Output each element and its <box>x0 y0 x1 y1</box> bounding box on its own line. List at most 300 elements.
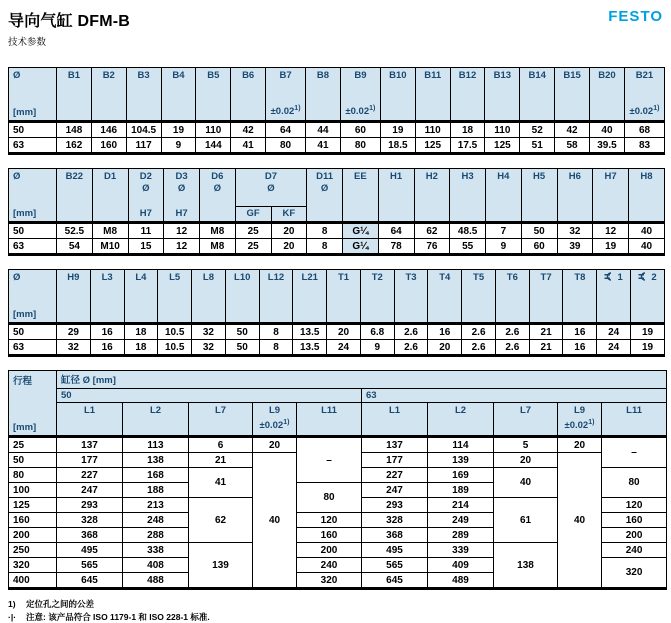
table-cell: 227 <box>362 468 428 483</box>
column-header: L1 <box>57 402 123 436</box>
table-cell: 338 <box>123 543 189 558</box>
stroke-label: 200 <box>9 528 57 543</box>
table-cell: 40 <box>253 453 297 589</box>
table-cell: 120 <box>297 513 362 528</box>
port-variant-label: GF <box>246 208 260 219</box>
column-header: D1 <box>92 169 128 223</box>
table-cell: 19 <box>631 324 665 340</box>
tolerance-label: $\pm 0.02^{1)}$ <box>629 105 660 118</box>
table-cell: 8 <box>259 340 293 356</box>
stroke-label: 125 <box>9 498 57 513</box>
table-cell: 213 <box>123 498 189 513</box>
column-header: B14 <box>520 68 555 122</box>
stroke-label: 320 <box>9 558 57 573</box>
footnote-ref: 1) <box>294 105 301 113</box>
table-cell: 13.5 <box>293 340 327 356</box>
table-cell: 55 <box>450 239 486 255</box>
table-row <box>9 223 665 239</box>
unit-label: [mm] <box>13 422 37 433</box>
table-cell: 138 <box>494 543 558 589</box>
footnote-2-text: 注意: 该产品符合 ISO 1179-1 和 ISO 228-1 标准. <box>26 612 210 623</box>
bore-label: 63 <box>9 340 57 356</box>
corner-header <box>9 371 57 437</box>
table-cell: 54 <box>57 239 93 255</box>
wrench-icon <box>638 272 651 281</box>
table-cell: 104.5 <box>126 122 161 138</box>
bore-size-header: 50 <box>57 388 362 402</box>
table-cell: 8 <box>307 223 343 239</box>
table-cell: 83 <box>625 138 665 154</box>
table-cell: 61 <box>494 498 558 543</box>
column-header: L3 <box>90 270 124 324</box>
column-header: L8 <box>192 270 226 324</box>
table-header-row <box>9 402 667 436</box>
table-cell: 48.5 <box>450 223 486 239</box>
table-cell: 20 <box>271 239 307 255</box>
table-cell: 177 <box>57 453 123 468</box>
table-cell: 110 <box>196 122 231 138</box>
table-cell: 19 <box>593 239 629 255</box>
table-header-row <box>9 388 667 402</box>
table-cell: 125 <box>485 138 520 154</box>
bore-label: 63 <box>9 239 57 255</box>
table-row <box>9 324 665 340</box>
table-cell: 24 <box>597 340 631 356</box>
table-cell: 40 <box>558 453 602 589</box>
table-cell: 80 <box>297 483 362 513</box>
table-cell: 32 <box>557 223 593 239</box>
table-row <box>9 437 667 453</box>
diameter-symbol: Ø <box>267 183 275 195</box>
table-cell: 24 <box>327 340 361 356</box>
table-cell: 162 <box>57 138 92 154</box>
footnote-ref: 1) <box>653 105 660 113</box>
table-cell: 293 <box>362 498 428 513</box>
table-cell: 58 <box>555 138 590 154</box>
table-cell: 52.5 <box>57 223 93 239</box>
table-cell: 18 <box>124 324 158 340</box>
table-cell: 188 <box>123 483 189 498</box>
table-cell: 52 <box>520 122 555 138</box>
table-cell: 9 <box>486 239 522 255</box>
table-cell: 39.5 <box>589 138 624 154</box>
stroke-label: 25 <box>9 437 57 453</box>
table-cell: 9 <box>161 138 196 154</box>
column-header: L4 <box>124 270 158 324</box>
table-cell: 41 <box>306 138 341 154</box>
table-cell: 320 <box>297 573 362 589</box>
table-header-row <box>9 270 665 324</box>
tolerance-label: $\pm 0.02^{1)}$ <box>345 105 376 118</box>
table-cell: 117 <box>126 138 161 154</box>
table-row <box>9 239 665 255</box>
table-cell: 10.5 <box>158 324 192 340</box>
footnote-ref: 1) <box>588 419 595 427</box>
column-header: B3 <box>126 68 161 122</box>
table-header-row <box>9 169 665 223</box>
product-name-cn: 导向气缸 <box>8 13 73 30</box>
diameter-symbol: Ø <box>213 183 222 195</box>
tolerance-label: $\pm 0.02^{1)}$ <box>259 419 290 432</box>
footnote-ref: 1) <box>283 419 290 427</box>
table-cell: 2.6 <box>394 324 428 340</box>
column-header: D7 Ø GF KF <box>235 169 307 223</box>
table-cell: 21 <box>189 453 253 468</box>
table-cell: 41 <box>231 138 266 154</box>
corner-header <box>9 270 57 324</box>
table-cell: 7 <box>486 223 522 239</box>
column-header: B20 <box>589 68 624 122</box>
corner-header <box>9 68 57 122</box>
fit-class-label: H7 <box>175 207 188 219</box>
table-cell: 32 <box>57 340 91 356</box>
table-cell: G¼ <box>343 223 379 239</box>
table-cell: 368 <box>362 528 428 543</box>
table-cell: 189 <box>428 483 494 498</box>
table-cell: 565 <box>362 558 428 573</box>
page-header <box>8 8 665 48</box>
column-header: T3 <box>394 270 428 324</box>
table-cell: 6 <box>189 437 253 453</box>
footnotes <box>8 599 665 623</box>
column-header: T6 <box>495 270 529 324</box>
table-cell: 20 <box>494 453 558 468</box>
corner-header <box>9 169 57 223</box>
unit-symbol: Ø <box>13 272 21 283</box>
table-cell: 16 <box>563 340 597 356</box>
table-cell: 144 <box>196 138 231 154</box>
table-cell: 247 <box>57 483 123 498</box>
wrench-icon <box>604 272 617 281</box>
table-cell: 495 <box>362 543 428 558</box>
table-cell: 110 <box>485 122 520 138</box>
column-header: L5 <box>158 270 192 324</box>
table-cell: 16 <box>90 340 124 356</box>
table-cell: 2.6 <box>394 340 428 356</box>
page-subtitle: 技术参数 <box>8 37 47 48</box>
diameter-symbol: Ø <box>320 183 329 195</box>
table-cell: 289 <box>428 528 494 543</box>
column-header: B13 <box>485 68 520 122</box>
column-header: B22 <box>57 169 93 223</box>
table-cell: 200 <box>297 543 362 558</box>
table-cell: 10.5 <box>158 340 192 356</box>
stroke-label: 160 <box>9 513 57 528</box>
table-cell: 41 <box>189 468 253 498</box>
footnote-1-marker: 1) <box>8 599 16 609</box>
table-cell: G¼ <box>343 239 379 255</box>
table-cell: 495 <box>57 543 123 558</box>
table-cell: 18 <box>450 122 485 138</box>
table-cell: 160 <box>91 138 126 154</box>
page-title <box>8 8 130 31</box>
unit-label: [mm] <box>13 309 37 320</box>
table-cell: 12 <box>164 239 200 255</box>
table-cell: 15 <box>128 239 164 255</box>
column-header: H4 <box>486 169 522 223</box>
table-cell: 2.6 <box>495 340 529 356</box>
dimensions-table-b <box>8 67 665 155</box>
table-cell: 64 <box>378 223 414 239</box>
unit-symbol: 行程 <box>13 376 33 387</box>
table-cell: 78 <box>378 239 414 255</box>
table-cell: 19 <box>380 122 415 138</box>
column-header: H3 <box>450 169 486 223</box>
table-cell: 13.5 <box>293 324 327 340</box>
footnote-1-text: 定位孔之间的公差 <box>26 599 95 609</box>
table-cell: 113 <box>123 437 189 453</box>
table-cell: 160 <box>602 513 667 528</box>
column-header: D11 Ø <box>307 169 343 223</box>
column-header: L9 $\pm 0.02^{1)}$ <box>558 402 602 436</box>
column-header: H2 <box>414 169 450 223</box>
table-cell: 32 <box>192 324 226 340</box>
table-cell: 137 <box>362 437 428 453</box>
table-cell: 16 <box>428 324 462 340</box>
column-header: B4 <box>161 68 196 122</box>
table-cell: 2.6 <box>462 324 496 340</box>
column-header: B12 <box>450 68 485 122</box>
table-cell: 16 <box>563 324 597 340</box>
table-cell: 20 <box>327 324 361 340</box>
note-icon: ·|· <box>8 612 17 623</box>
table-cell: 44 <box>306 122 341 138</box>
column-header: T4 <box>428 270 462 324</box>
column-header: T2 <box>360 270 394 324</box>
table-cell: 139 <box>189 543 253 589</box>
table-cell: 489 <box>428 573 494 589</box>
table-cell: 20 <box>558 437 602 453</box>
table-cell: 29 <box>57 324 91 340</box>
table-cell: 6.8 <box>360 324 394 340</box>
table-cell: 138 <box>123 453 189 468</box>
table-cell: 40 <box>494 468 558 498</box>
table-cell: 148 <box>57 122 92 138</box>
column-header: H6 <box>557 169 593 223</box>
bore-label: 50 <box>9 122 57 138</box>
diameter-symbol: Ø <box>142 183 150 195</box>
column-header: B8 <box>306 68 341 122</box>
table-cell: 137 <box>57 437 123 453</box>
stroke-label: 400 <box>9 573 57 589</box>
table-cell: 409 <box>428 558 494 573</box>
table-cell: 9 <box>360 340 394 356</box>
table-cell: – <box>297 437 362 483</box>
dimensions-table-d-h <box>8 168 665 256</box>
product-model: DFM-B <box>77 13 131 30</box>
table-cell: 32 <box>192 340 226 356</box>
unit-label: [mm] <box>13 107 37 118</box>
table-cell: 249 <box>428 513 494 528</box>
table-cell: 50 <box>225 324 259 340</box>
stroke-label: 50 <box>9 453 57 468</box>
bore-label: 50 <box>9 324 57 340</box>
table-cell: 645 <box>57 573 123 589</box>
table-cell: 328 <box>362 513 428 528</box>
stroke-label: 250 <box>9 543 57 558</box>
table-cell: M8 <box>200 223 236 239</box>
table-cell: 247 <box>362 483 428 498</box>
table-cell: 17.5 <box>450 138 485 154</box>
table-cell: 68 <box>625 122 665 138</box>
table-cell: 160 <box>297 528 362 543</box>
fit-class-label: H7 <box>139 207 152 219</box>
column-header: T1 <box>327 270 361 324</box>
table-cell: 240 <box>297 558 362 573</box>
column-header: L11 <box>602 402 667 436</box>
tolerance-label: $\pm 0.02^{1)}$ <box>270 105 301 118</box>
footnote-1 <box>8 599 665 610</box>
column-header: B9 $\pm 0.02^{1)}$ <box>340 68 380 122</box>
table-cell: 80 <box>340 138 380 154</box>
table-cell: 19 <box>161 122 196 138</box>
column-header: L7 <box>189 402 253 436</box>
column-header: L21 <box>293 270 327 324</box>
table-cell: 40 <box>589 122 624 138</box>
tolerance-label: $\pm 0.02^{1)}$ <box>564 419 595 432</box>
table-cell: 64 <box>266 122 306 138</box>
table-row <box>9 122 665 138</box>
column-header: L2 <box>428 402 494 436</box>
table-cell: 2.6 <box>495 324 529 340</box>
column-header: L7 <box>494 402 558 436</box>
table-cell: 18 <box>124 340 158 356</box>
table-cell: 240 <box>602 543 667 558</box>
table-cell: 328 <box>57 513 123 528</box>
table-cell: 11 <box>128 223 164 239</box>
table-cell: 20 <box>428 340 462 356</box>
column-header: L11 <box>297 402 362 436</box>
table-cell: 177 <box>362 453 428 468</box>
dimensions-table-l-t <box>8 269 665 357</box>
table-cell: 80 <box>266 138 306 154</box>
table-cell: 288 <box>123 528 189 543</box>
table-cell: M8 <box>200 239 236 255</box>
table-cell: 146 <box>91 122 126 138</box>
table-cell: 488 <box>123 573 189 589</box>
table-cell: 565 <box>57 558 123 573</box>
table-cell: 76 <box>414 239 450 255</box>
table-cell: M8 <box>92 223 128 239</box>
table-cell: 200 <box>602 528 667 543</box>
title-block <box>8 8 130 48</box>
column-header: B1 <box>57 68 92 122</box>
footnote-2 <box>8 612 665 623</box>
table-cell: 40 <box>629 223 665 239</box>
column-header: T7 <box>529 270 563 324</box>
table-cell: 50 <box>225 340 259 356</box>
table-cell: 60 <box>340 122 380 138</box>
column-header: H1 <box>378 169 414 223</box>
column-header: B5 <box>196 68 231 122</box>
table-cell: 125 <box>415 138 450 154</box>
table-cell: 8 <box>307 239 343 255</box>
column-header: H9 <box>57 270 91 324</box>
table-cell: 25 <box>235 223 271 239</box>
column-header: B7 $\pm 0.02^{1)}$ <box>266 68 306 122</box>
table-cell: 51 <box>520 138 555 154</box>
bore-label: 63 <box>9 138 57 154</box>
table-cell: 24 <box>597 324 631 340</box>
table-cell: 39 <box>557 239 593 255</box>
table-cell: 110 <box>415 122 450 138</box>
column-header: T8 <box>563 270 597 324</box>
table-cell: 645 <box>362 573 428 589</box>
column-header: H5 <box>521 169 557 223</box>
column-header: L9 $\pm 0.02^{1)}$ <box>253 402 297 436</box>
table-cell: 25 <box>235 239 271 255</box>
column-header: D6 Ø <box>200 169 236 223</box>
table-cell: 8 <box>259 324 293 340</box>
table-row <box>9 138 665 154</box>
table-cell: M10 <box>92 239 128 255</box>
table-cell: 320 <box>602 558 667 589</box>
table-cell: 19 <box>631 340 665 356</box>
table-cell: 139 <box>428 453 494 468</box>
table-cell: – <box>602 437 667 468</box>
table-cell: 21 <box>529 340 563 356</box>
table-cell: 40 <box>629 239 665 255</box>
table-cell: 168 <box>123 468 189 483</box>
column-header: H7 <box>593 169 629 223</box>
bore-size-header: 63 <box>362 388 667 402</box>
table-cell: 227 <box>57 468 123 483</box>
column-header: B21 $\pm 0.02^{1)}$ <box>625 68 665 122</box>
table-cell: 339 <box>428 543 494 558</box>
table-cell: 120 <box>602 498 667 513</box>
table-cell: 16 <box>90 324 124 340</box>
table-cell: 2.6 <box>462 340 496 356</box>
unit-symbol: Ø <box>13 70 21 81</box>
footnote-ref: 1) <box>369 105 376 113</box>
table-cell: 42 <box>555 122 590 138</box>
port-variant-row <box>236 206 307 221</box>
column-header: T5 <box>462 270 496 324</box>
festo-logo: FESTO <box>608 8 663 25</box>
unit-symbol: Ø <box>13 171 21 182</box>
column-header: L10 <box>225 270 259 324</box>
column-header: H8 <box>629 169 665 223</box>
unit-label: [mm] <box>13 208 37 219</box>
stroke-label: 100 <box>9 483 57 498</box>
table-cell: 12 <box>164 223 200 239</box>
diameter-symbol: Ø <box>177 183 186 195</box>
table-cell: 62 <box>189 498 253 543</box>
bore-label: 50 <box>9 223 57 239</box>
table-header-row <box>9 371 667 389</box>
stroke-label: 80 <box>9 468 57 483</box>
table-cell: 169 <box>428 468 494 483</box>
table-cell: 18.5 <box>380 138 415 154</box>
column-header: L1 <box>362 402 428 436</box>
table-cell: 248 <box>123 513 189 528</box>
table-cell: 293 <box>57 498 123 513</box>
column-header: B15 <box>555 68 590 122</box>
table-cell: 62 <box>414 223 450 239</box>
table-cell: 368 <box>57 528 123 543</box>
port-variant-label: KF <box>271 207 307 221</box>
column-header: 1 <box>597 270 631 324</box>
column-header: D3 Ø H7 <box>164 169 200 223</box>
column-header: D2 Ø H7 <box>128 169 164 223</box>
column-header: B6 <box>231 68 266 122</box>
table-cell: 21 <box>529 324 563 340</box>
table-cell: 408 <box>123 558 189 573</box>
column-header: 2 <box>631 270 665 324</box>
table-cell: 114 <box>428 437 494 453</box>
table-cell: 80 <box>602 468 667 498</box>
column-header: L2 <box>123 402 189 436</box>
